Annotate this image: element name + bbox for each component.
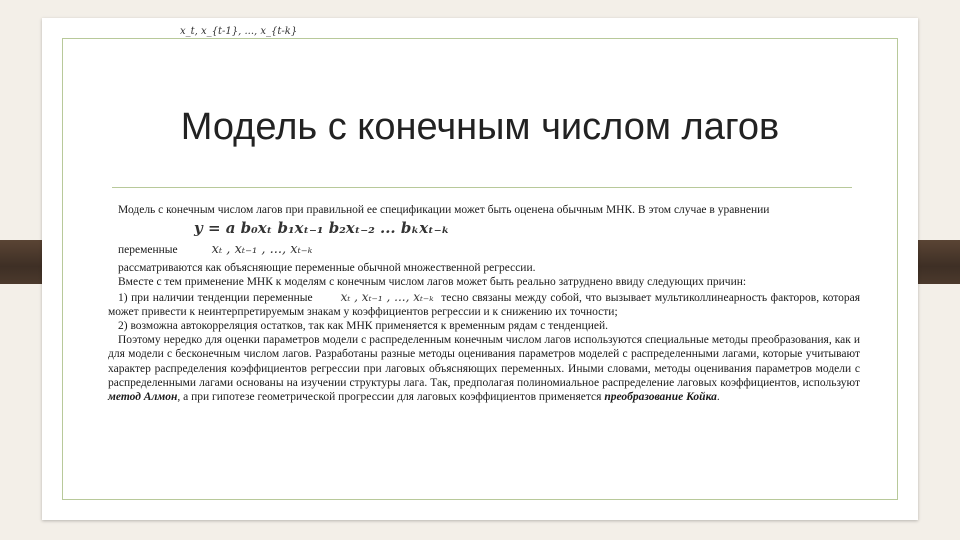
equation-row [108, 217, 860, 239]
paragraph-5 [108, 290, 860, 319]
paragraph-3: рассматриваются как объясняющие переменные обычной множественной регрессии. [118, 262, 536, 275]
paragraph-7-mid: , а при гипотезе геометрической прогрессии для лаговых коэффициентов применяется [177, 391, 602, 404]
paragraph-4: Вместе с тем применение МНК к моделям с конечным числом лагов может быть реально затруднено ввиду следующих причин: [118, 276, 747, 289]
variables-label: переменные [118, 244, 178, 257]
slide-title: Модель с конечным числом лагов [180, 106, 780, 148]
regression-equation: y = a b₀xₜ b₁xₜ₋₁ b₂xₜ₋₂ ... bₖxₜ₋ₖ [194, 219, 450, 238]
almon-method: метод Алмон [108, 391, 178, 404]
slide-body [108, 203, 860, 404]
lag-variables-formula: xₜ , xₜ₋₁ , ..., xₜ₋ₖ [211, 242, 313, 258]
paragraph-6: 2) возможна автокорреляция остатков, так как МНК применяется к временным рядам с тенденцией. [118, 320, 609, 333]
paragraph-7 [108, 333, 860, 404]
paragraph-7-end: . [716, 391, 720, 404]
top-formula: x_t, x_{t-1}, ..., x_{t-k} [180, 26, 298, 37]
paragraph-1: Модель с конечным числом лагов при правильной ее спецификации может быть оценена обычным МНК. В этом случае в уравнении [118, 204, 770, 216]
koyck-transformation: преобразование Койка [604, 391, 717, 404]
left-wood-strip [0, 240, 42, 284]
paragraph-5-end: тесно связаны между собой, что вызывает мультиколлинеарность факторов, которая может привести к неинтерпретируемым знакам у коэффициентов регрессии и к снижению их точности; [108, 291, 860, 318]
paragraph-5-start: 1) при наличии тенденции переменные [118, 291, 313, 304]
title-divider [112, 187, 852, 188]
right-wood-strip [918, 240, 960, 284]
paragraph-7-text: Поэтому нередко для оценки параметров модели с распределенным конечным числом лагов используются специальные методы преобразования, как и для модели с бесконечным числом лагов. Разработаны разные методы оценивания параметров моделей с распределенными лагами, которые учитывают характер распределения коэффициентов регрессии при лаговых объясняющих переменных. Иными словами, методы оценивания параметров модели с распределенными лагами основаны на изучении структуры лага. Так, предполагая полиномиальное распределение лаговых коэффициентов, используют [108, 334, 860, 389]
slide [42, 18, 918, 520]
variables-row [108, 239, 860, 261]
lag-variables-formula-2: xₜ , xₜ₋₁ , ..., xₜ₋ₖ [340, 289, 434, 304]
